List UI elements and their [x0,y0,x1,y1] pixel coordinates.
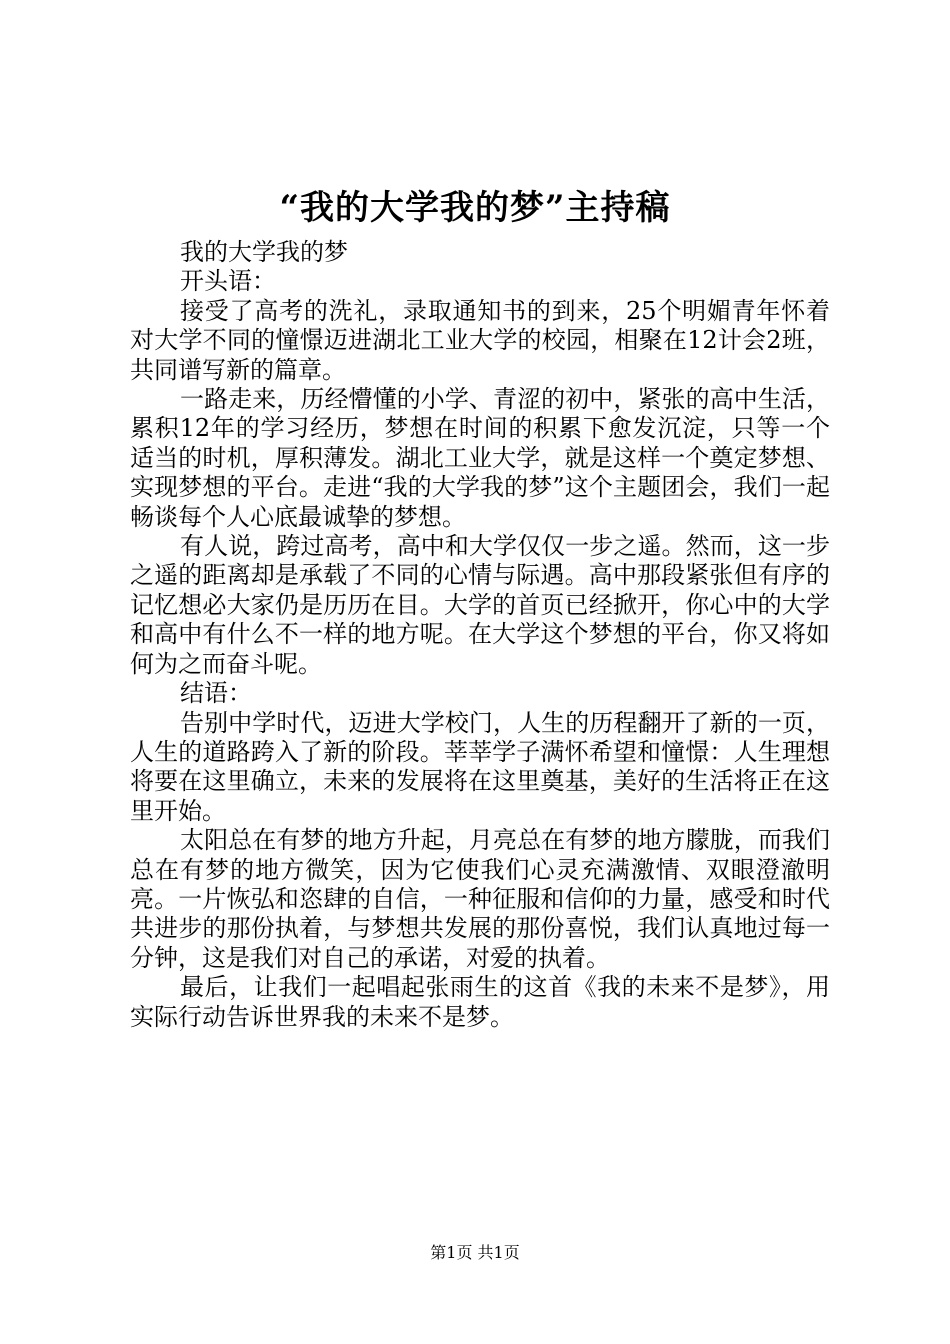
paragraph: 接受了高考的洗礼，录取通知书的到来，25个明媚青年怀着对大学不同的憧憬迈进湖北工业大学的校园，相聚在12计会2班，共同谱写新的篇章。 [130,296,830,384]
page-number-footer: 第1页 共1页 [430,1243,520,1262]
paragraph-subtitle: 我的大学我的梦 [180,238,348,266]
paragraph: 太阳总在有梦的地方升起，月亮总在有梦的地方朦胧，而我们总在有梦的地方微笑，因为它使我们心灵充满激情、双眼澄澈明亮。一片恢弘和恣肆的自信，一种征服和信仰的力量，感受和时代共进步的那份执着，与梦想共发展的那份喜悦，我们认真地过每一分钟，这是我们对自己的承诺，对爱的执着。 [130,826,830,972]
paragraph: 告别中学时代，迈进大学校门，人生的历程翻开了新的一页，人生的道路跨入了新的阶段。莘莘学子满怀希望和憧憬：人生理想将要在这里确立，未来的发展将在这里奠基，美好的生活将正在这里开始。 [130,708,830,825]
paragraph-closing-heading: 结语： [180,679,252,708]
document-body [130,238,830,1032]
paragraph: 一路走来，历经懵懂的小学、青涩的初中，紧张的高中生活，累积12年的学习经历，梦想在时间的积累下愈发沉淀，只等一个适当的时机，厚积薄发。湖北工业大学，就是这样一个奠定梦想、实现梦想的平台。走进“我的大学我的梦”这个主题团会，我们一起畅谈每个人心底最诚挚的梦想。 [130,385,830,531]
paragraph: 有人说，跨过高考，高中和大学仅仅一步之遥。然而，这一步之遥的距离却是承载了不同的心情与际遇。高中那段紧张但有序的记忆想必大家仍是历历在目。大学的首页已经掀开，你心中的大学和高中有什么不一样的地方呢。在大学这个梦想的平台，你又将如何为之而奋斗呢。 [130,532,830,678]
paragraph: 最后，让我们一起唱起张雨生的这首《我的未来不是梦》，用实际行动告诉世界我的未来不是梦。 [130,973,830,1031]
paragraph-opening-heading: 开头语： [180,267,276,296]
document-title: “我的大学我的梦”主持稿 [279,188,671,228]
